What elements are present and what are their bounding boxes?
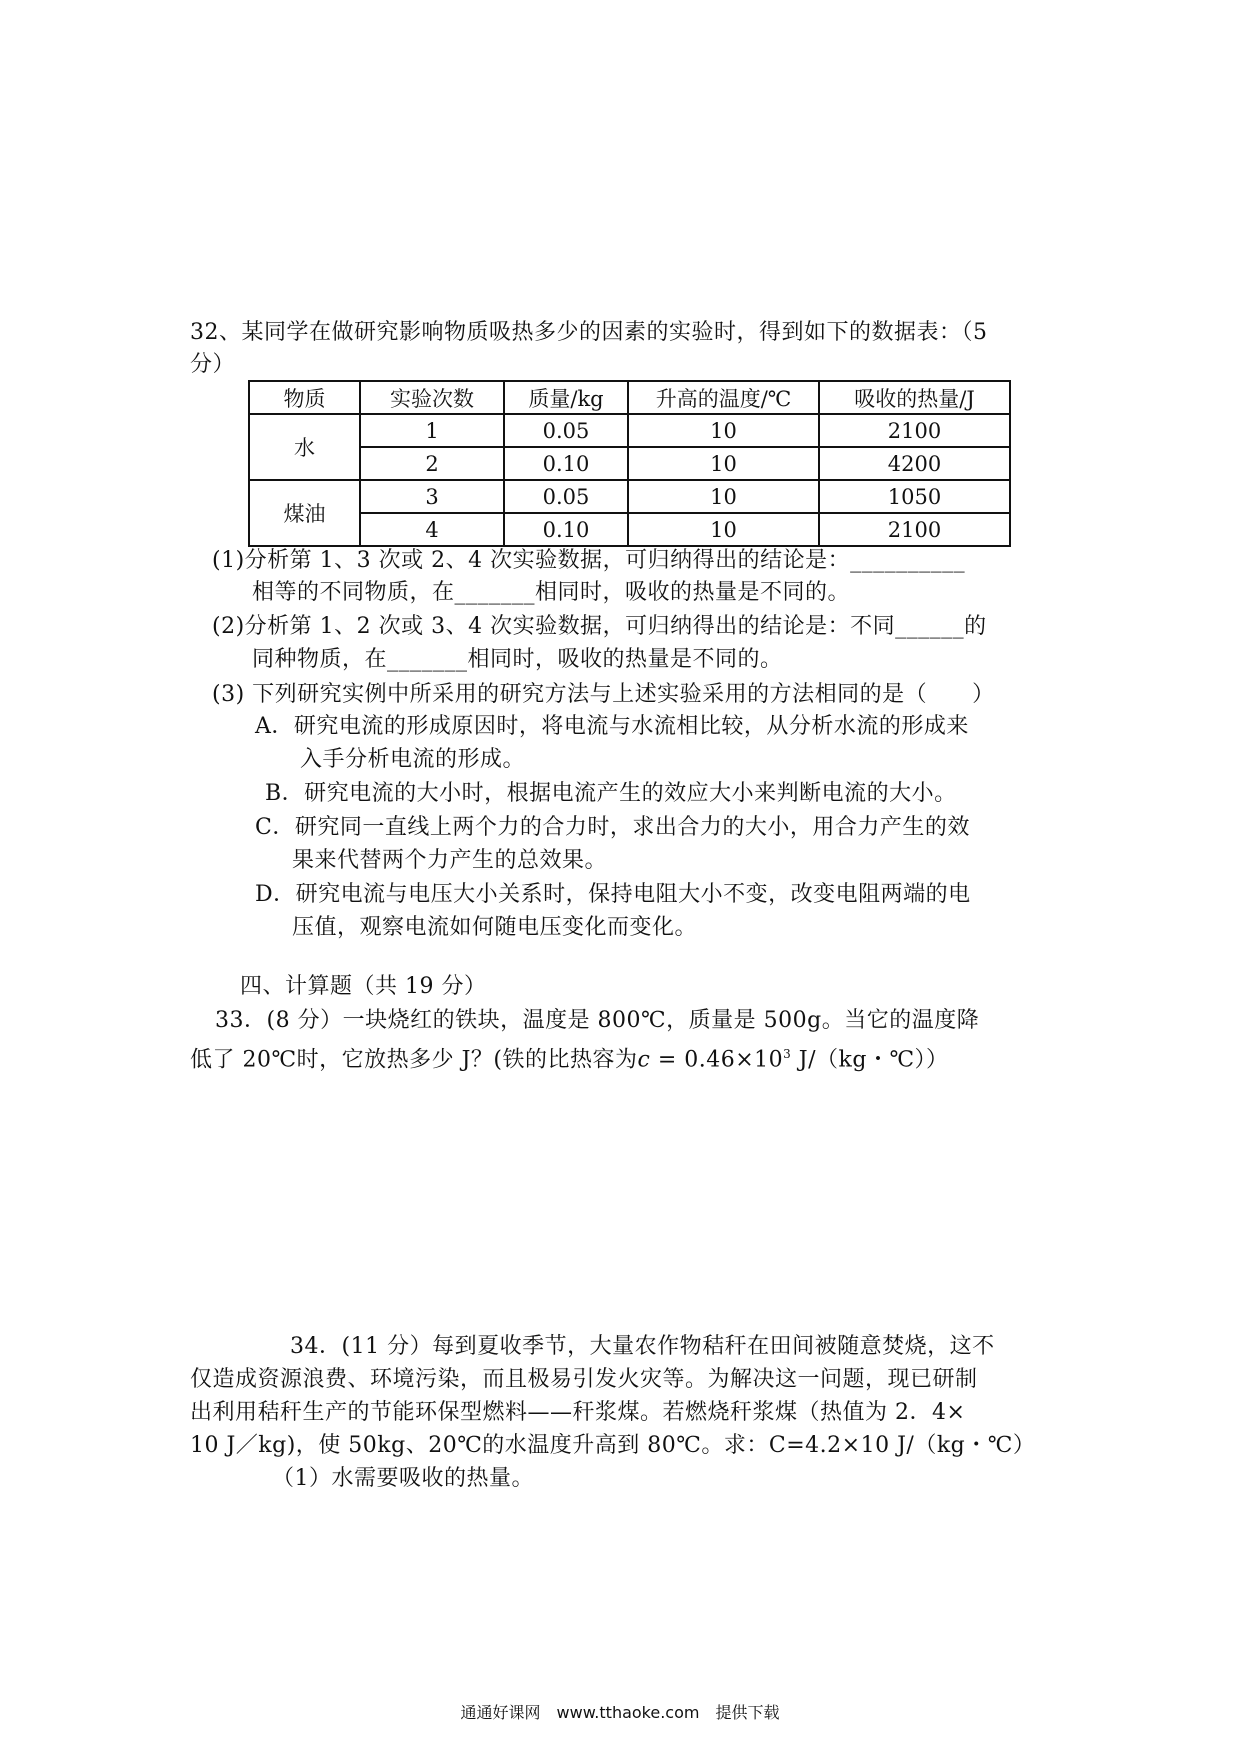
- q34-line3: 出利用秸秆生产的节能环保型燃料——秆浆煤。若燃烧秆浆煤（热值为 2．4×: [190, 1400, 966, 1425]
- substance-cell: 水: [249, 414, 360, 480]
- header-cell: 质量/kg: [504, 381, 628, 414]
- q32-line2: 分）: [190, 352, 236, 377]
- q32-part1-line2: 相等的不同物质，在_______相同时，吸收的热量是不同的。: [252, 580, 851, 605]
- option-c-line2: 果来代替两个力产生的总效果。: [292, 848, 608, 873]
- table-cell: 10: [628, 447, 819, 480]
- header-cell: 实验次数: [360, 381, 504, 414]
- q33-c-symbol: c: [637, 1047, 651, 1073]
- q33-equation: = 0.46×10: [650, 1047, 784, 1073]
- table-header-row: [249, 381, 1010, 414]
- table-cell: 10: [628, 414, 819, 447]
- footer-text: 通通好课网 www.tthaoke.com 提供下载: [460, 1703, 780, 1722]
- table-cell: 0.05: [504, 480, 628, 513]
- header-cell: 升高的温度/℃: [628, 381, 819, 414]
- table-cell: 10: [628, 513, 819, 546]
- data-table: [248, 380, 1011, 547]
- header-cell: 物质: [249, 381, 360, 414]
- table-row: [249, 414, 1010, 447]
- table-cell: 4200: [819, 447, 1010, 480]
- table-cell: 10: [628, 480, 819, 513]
- table-cell: 3: [360, 480, 504, 513]
- q32-line1: 32、某同学在做研究影响物质吸热多少的因素的实验时，得到如下的数据表：（5: [190, 320, 988, 345]
- option-a-line2: 入手分析电流的形成。: [300, 747, 526, 772]
- q32-part1-line1: (1)分析第 1、3 次或 2、4 次实验数据，可归纳得出的结论是：__________: [212, 548, 966, 573]
- q34-sub1: （1）水需要吸收的热量。: [272, 1466, 534, 1491]
- q32-part3: (3) 下列研究实例中所采用的研究方法与上述实验采用的方法相同的是（ ）: [212, 682, 995, 707]
- option-a-line1: A．研究电流的形成原因时，将电流与水流相比较，从分析水流的形成来: [255, 714, 969, 739]
- section-title: 四、计算题（共 19 分）: [240, 974, 487, 999]
- table-cell: 4: [360, 513, 504, 546]
- table-cell: 1050: [819, 480, 1010, 513]
- option-c-line1: C．研究同一直线上两个力的合力时，求出合力的大小，用合力产生的效: [255, 815, 970, 840]
- q33-unit: J/（kg・℃））: [791, 1047, 949, 1073]
- option-b: B．研究电流的大小时，根据电流产生的效应大小来判断电流的大小。: [265, 781, 957, 806]
- q32-part2-line2: 同种物质，在_______相同时，吸收的热量是不同的。: [252, 647, 783, 672]
- table-row: [249, 480, 1010, 513]
- q33-exponent: 3: [783, 1047, 792, 1061]
- table-cell: 2100: [819, 414, 1010, 447]
- q33-line2: [190, 1039, 949, 1075]
- q32-part2-line1: (2)分析第 1、2 次或 3、4 次实验数据，可归纳得出的结论是：不同______的: [212, 614, 987, 639]
- table-cell: 0.10: [504, 447, 628, 480]
- q33-line1: 33．(8 分）一块烧红的铁块，温度是 800℃，质量是 500g。当它的温度降: [215, 1008, 980, 1033]
- q34-line1: 34．(11 分）每到夏收季节，大量农作物秸秆在田间被随意焚烧，这不: [290, 1334, 995, 1359]
- q34-line4: 10 J／kg)，使 50kg、20℃的水温度升高到 80℃。求：C=4.2×10 J/（kg・℃）: [190, 1433, 1036, 1458]
- header-cell: 吸收的热量/J: [819, 381, 1010, 414]
- table-cell: 1: [360, 414, 504, 447]
- table-row: [249, 513, 1010, 546]
- q33-line2-text: 低了 20℃时，它放热多少 J？(铁的比热容为: [190, 1047, 638, 1073]
- q34-line2: 仅造成资源浪费、环境污染，而且极易引发火灾等。为解决这一问题，现已研制: [190, 1367, 978, 1392]
- table-cell: 2100: [819, 513, 1010, 546]
- substance-cell: 煤油: [249, 480, 360, 546]
- option-d-line2: 压值，观察电流如何随电压变化而变化。: [292, 915, 698, 940]
- option-d-line1: D．研究电流与电压大小关系时，保持电阻大小不变，改变电阻两端的电: [255, 882, 971, 907]
- table-cell: 0.05: [504, 414, 628, 447]
- table-row: [249, 447, 1010, 480]
- table-cell: 0.10: [504, 513, 628, 546]
- table-cell: 2: [360, 447, 504, 480]
